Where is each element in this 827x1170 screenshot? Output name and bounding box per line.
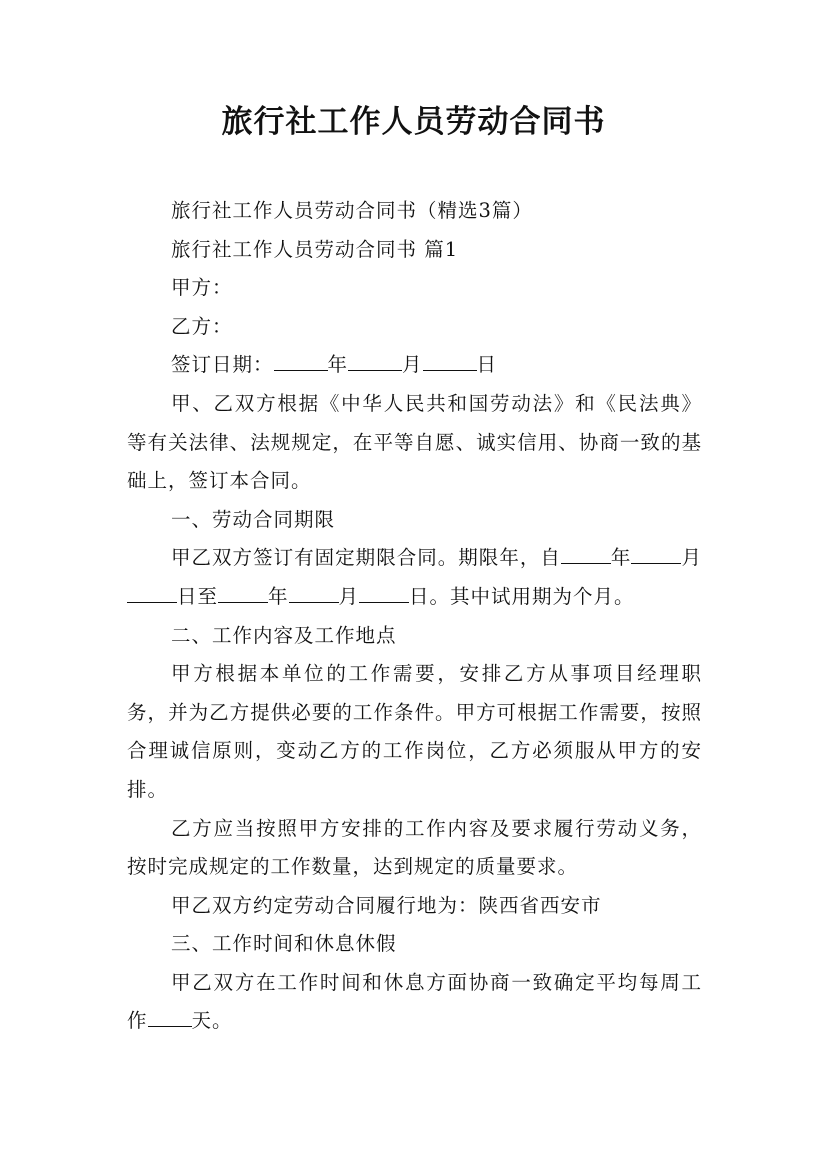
blank-line xyxy=(274,350,328,371)
work-location-paragraph: 甲乙双方约定劳动合同履行地为：陕西省西安市 xyxy=(171,893,602,917)
section2-heading: 二、工作内容及工作地点 xyxy=(171,623,397,647)
blank-line xyxy=(218,582,268,603)
work-hours-suffix: 天。 xyxy=(191,1009,233,1033)
work-hours-text: 甲乙双方在工作时间和休息方面协商一致确定平均每周工作 xyxy=(127,970,702,1033)
blank-line xyxy=(631,543,681,564)
term-text: 甲乙双方签订有固定期限合同。期限年，自 xyxy=(171,546,561,570)
work-duty-paragraph: 乙方应当按照甲方安排的工作内容及要求履行劳动义务，按时完成规定的工作数量，达到规定的质量要求。 xyxy=(127,816,702,879)
sign-date-year: 年 xyxy=(327,353,349,377)
blank-line xyxy=(359,582,409,603)
blank-line xyxy=(148,1006,192,1027)
part-heading: 旅行社工作人员劳动合同书 篇1 xyxy=(171,237,459,261)
document-subtitle: 旅行社工作人员劳动合同书（精选3篇） xyxy=(171,199,533,222)
sign-date-month: 月 xyxy=(402,353,423,377)
term-text: 日。其中试用期为个月。 xyxy=(409,584,635,608)
sign-date-label: 签订日期： xyxy=(171,353,274,377)
blank-line xyxy=(127,582,177,603)
term-text: 月 xyxy=(681,546,702,570)
sign-date-line xyxy=(127,346,702,385)
work-hours-paragraph xyxy=(127,964,702,1041)
work-content-paragraph: 甲方根据本单位的工作需要，安排乙方从事项目经理职务，并为乙方提供必要的工作条件。甲方可根据工作需要，按照合理诚信原则，变动乙方的工作岗位，乙方必须服从甲方的安排。 xyxy=(127,662,702,801)
blank-line xyxy=(423,350,477,371)
blank-line xyxy=(561,543,611,564)
intro-paragraph: 甲、乙双方根据《中华人民共和国劳动法》和《民法典》等有关法律、法规规定，在平等自愿、诚实信用、协商一致的基础上，签订本合同。 xyxy=(127,391,702,493)
section1-heading: 一、劳动合同期限 xyxy=(171,507,336,531)
term-text: 日至 xyxy=(177,584,219,608)
term-text: 年 xyxy=(610,546,632,570)
blank-line xyxy=(289,582,339,603)
blank-line xyxy=(348,350,402,371)
document-title: 旅行社工作人员劳动合同书 xyxy=(221,104,606,140)
party-a-label: 甲方： xyxy=(171,276,233,300)
term-text: 月 xyxy=(338,584,360,608)
sign-date-day: 日 xyxy=(476,353,498,377)
document-body xyxy=(127,192,702,1041)
party-b-label: 乙方： xyxy=(171,314,233,338)
contract-term-paragraph xyxy=(127,539,702,616)
term-text: 年 xyxy=(268,584,289,608)
section3-heading: 三、工作时间和休息休假 xyxy=(171,932,397,956)
